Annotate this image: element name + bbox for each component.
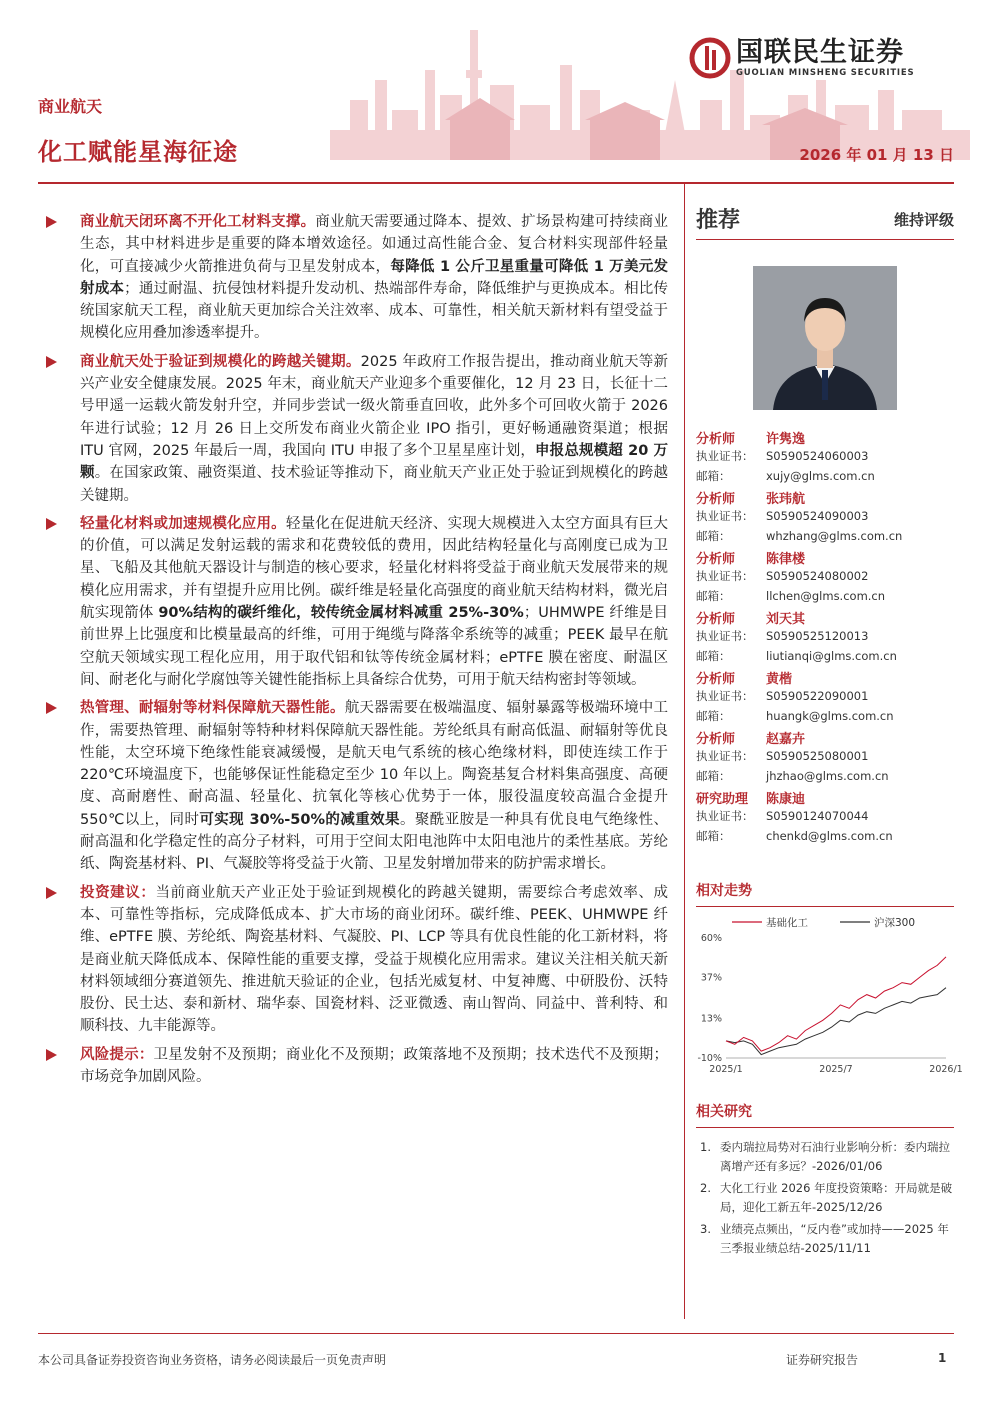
x-tick-label: 2026/1	[929, 1064, 963, 1075]
email-label: 邮箱：	[696, 649, 731, 663]
analyst-card	[696, 488, 954, 548]
research-text: 委内瑞拉局势对石油行业影响分析：委内瑞拉离增产还有多远？-2026/01/06	[720, 1140, 950, 1173]
research-title: 相关研究	[696, 1104, 752, 1120]
analyst-email[interactable]: chenkd@glms.com.cn	[766, 829, 893, 843]
analyst-email[interactable]: whzhang@glms.com.cn	[766, 529, 903, 543]
analyst-role: 分析师	[696, 552, 736, 567]
paragraph-text: 。在国家政策、融资渠道、技术验证等推动下，商业航天产业正处于验证到规模化的跨越关键期。	[80, 465, 669, 504]
header-divider	[38, 182, 954, 184]
related-research-section	[696, 1101, 954, 1261]
trend-chart-svg	[696, 910, 963, 1086]
paragraph-lead: 商业航天闭环离不开化工材料支撑。	[80, 214, 316, 230]
email-label: 邮箱：	[696, 529, 731, 543]
y-tick-label: 13%	[700, 1013, 722, 1025]
email-label: 邮箱：	[696, 589, 731, 603]
paragraph-highlight: 每降低 1 公斤卫星重量可降低 1 万美元发射成本	[80, 258, 668, 297]
relative-trend-chart	[696, 910, 963, 1086]
paragraph-text: 。聚酰亚胺是一种具有优良电气绝缘性、耐高温和化学稳定性的高分子材料，可用于空间太阳电池阵中太阳电池片的柔性基底。芳纶纸、陶瓷基材料、PI、气凝胶等将受益于火箭、卫星发射增加带来的防护需求增长。	[80, 811, 669, 873]
research-number: 2.	[700, 1181, 711, 1195]
paragraph-text: ；通过耐温、抗侵蚀材料提升发动机、热端部件寿命，降低维护与更换成本。相比传统国家航天工程，商业航天更加综合关注效率、成本、可靠性，相关航天新材料有望受益于规模化应用叠加渗透率提升。	[80, 280, 669, 342]
rating-block	[696, 203, 954, 239]
analyst-card	[696, 608, 954, 668]
body-paragraph	[44, 351, 668, 507]
analyst-email[interactable]: jhzhao@glms.com.cn	[766, 769, 889, 783]
paragraph-lead: 投资建议：	[80, 884, 156, 901]
email-label: 邮箱：	[696, 769, 731, 783]
paragraph-highlight: 申报总规模超 20 万颗	[80, 442, 668, 482]
analyst-card	[696, 428, 954, 488]
paragraph-lead: 商业航天处于验证到规模化的跨越关键期。	[80, 353, 361, 370]
arrow-bullet-icon	[46, 216, 57, 228]
cert-number: S0590522090001	[766, 689, 869, 703]
report-date: 2026 年 01 月 13 日	[799, 146, 954, 164]
cert-number: S0590524080002	[766, 569, 869, 583]
analyst-name: 陈律楼	[766, 552, 806, 567]
body-paragraph	[44, 211, 668, 345]
cert-label: 执业证书：	[696, 569, 754, 583]
paragraph-text: 2025 年政府工作报告提出，推动商业航天等新兴产业安全健康发展。2025 年末，商业航天产业迎多个重要催化，12 月 23 日，长征十二号甲遥一运载火箭发射升空，并同步尝试一级火箭垂直回收，此外多个可回收火箭于 2026 年进行试验；12 月 26 日上交所发布商业火箭企业 IPO 指引，更好畅通融资渠道；根据 ITU 官网，2025 年最后一周，我国向 ITU 申报了多个卫星星座计划，	[80, 353, 669, 459]
legend-label: 基础化工	[766, 917, 808, 929]
legend-label: 沪深300	[874, 917, 916, 929]
analyst-card	[696, 788, 954, 848]
paragraph-lead: 热管理、耐辐射等材料保障航天器性能。	[80, 700, 345, 717]
analyst-email[interactable]: huangk@glms.com.cn	[766, 709, 894, 723]
analyst-role: 分析师	[696, 672, 736, 687]
y-tick-label: -10%	[697, 1053, 722, 1064]
x-tick-label: 2025/1	[709, 1064, 743, 1075]
y-tick-label: 60%	[700, 933, 722, 944]
rating-divider	[696, 239, 954, 240]
analyst-card	[696, 548, 954, 608]
column-divider	[684, 184, 685, 1319]
paragraph-text: 当前商业航天产业正处于验证到规模化的跨越关键期，需要综合考虑效率、成本、可靠性等指标，完成降低成本、扩大市场的商业闭环。碳纤维、PEEK、UHMWPE 纤维、ePTFE 膜、芳纶纸、陶瓷基材料、气凝胶、PI、LCP 等具有优良性能的化工新材料，将是商业航天降低成本、保障性能的重要支撑，受益于规模化应用需求。建议关注相关航天新材料领域细分赛道领先、推进航天验证的企业，包括光威复材、中复神鹰、中研股份、沃特股份、民士达、泰和新材、瑞华泰、国瓷材料、泛亚微透、南山智尚、同益中、普利特、和顺科技、九丰能源等。	[80, 884, 669, 1035]
cert-number: S0590524060003	[766, 449, 869, 463]
report-body	[44, 211, 668, 1094]
cert-label: 执业证书：	[696, 689, 754, 703]
analyst-name: 陈康迪	[766, 792, 806, 807]
email-label: 邮箱：	[696, 829, 731, 843]
series-line	[726, 957, 946, 1051]
body-paragraph	[44, 697, 668, 875]
rating-value: 推荐	[696, 208, 741, 233]
analyst-list	[696, 428, 954, 848]
brand-logo	[690, 38, 914, 78]
analyst-role: 分析师	[696, 492, 736, 507]
series-line	[726, 988, 946, 1055]
analyst-email[interactable]: xujy@glms.com.cn	[766, 469, 875, 483]
analyst-email[interactable]: llchen@glms.com.cn	[766, 589, 886, 603]
page-number: 1	[938, 1351, 947, 1365]
analyst-name: 赵嘉卉	[766, 732, 806, 747]
cert-number: S0590525120013	[766, 629, 869, 643]
paragraph-text: 卫星发射不及预期；商业化不及预期；政策落地不及预期；技术迭代不及预期；市场竞争加剧风险。	[80, 1046, 669, 1085]
body-paragraph	[44, 513, 668, 691]
cert-number: S0590524090003	[766, 509, 869, 523]
cert-label: 执业证书：	[696, 749, 754, 763]
footer-disclaimer: 本公司具备证券投资咨询业务资格，请务必阅读最后一页免责声明	[38, 1353, 387, 1367]
research-text: 业绩亮点频出，“反内卷”或加持——2025 年三季报业绩总结-2025/11/11	[720, 1222, 949, 1255]
body-paragraph	[44, 882, 668, 1038]
analyst-role: 分析师	[696, 612, 736, 627]
trend-title: 相对走势	[696, 883, 752, 899]
y-tick-label: 37%	[700, 972, 722, 984]
cert-label: 执业证书：	[696, 509, 754, 523]
industry-label: 商业航天	[38, 97, 103, 116]
paragraph-text: ；UHMWPE 纤维是目前世界上比强度和比模量最高的纤维，可用于绳缆与降落伞系统等的减重；PEEK 最早在航空航天领域实现工程化应用，用于取代铝和钛等传统金属材料；ePTFE 膜在密度、耐温区间、耐老化与耐化学腐蚀等关键性能指标上具备综合优势，可用于航天结构密封等领域。	[80, 605, 668, 688]
arrow-bullet-icon	[46, 1049, 57, 1061]
brand-name-cn: 国联民生证券	[736, 37, 904, 68]
analyst-email[interactable]: liutianqi@glms.com.cn	[766, 649, 897, 663]
brand-name-en: GUOLIAN MINSHENG SECURITIES	[736, 68, 915, 78]
arrow-bullet-icon	[46, 887, 57, 899]
research-divider	[696, 1127, 954, 1128]
paragraph-text: 航天器需要在极端温度、辐射暴露等极端环境中工作，需要热管理、耐辐射等特种材料保障航天器性能。芳纶纸具有耐高低温、耐辐射等优良性能，太空环境下绝缘性能衰减缓慢，是航天电气系统的核心绝缘材料，即使连续工作于 220℃环境温度下，也能够保证性能稳定至少 10 年以上。陶瓷基复合材料集高强度、高硬度、高耐磨性、耐高温、轻量化、抗氧化等核心优势于一体，服役温度较高温合金提升 550℃以上，同时	[80, 700, 669, 828]
cert-number: S0590525080001	[766, 749, 869, 763]
person-portrait-icon	[753, 266, 897, 410]
email-label: 邮箱：	[696, 469, 731, 483]
cert-label: 执业证书：	[696, 809, 754, 823]
analyst-name: 刘天其	[766, 612, 806, 627]
email-label: 邮箱：	[696, 709, 731, 723]
research-item[interactable]	[696, 1138, 954, 1176]
analyst-photo	[753, 266, 897, 410]
rating-note: 维持评级	[893, 211, 954, 229]
cert-label: 执业证书：	[696, 449, 754, 463]
paragraph-lead: 风险提示：	[80, 1046, 154, 1063]
research-item[interactable]	[696, 1179, 954, 1217]
analyst-name: 张玮航	[766, 492, 806, 507]
arrow-bullet-icon	[46, 702, 57, 714]
research-list	[696, 1138, 954, 1258]
footer-doc-type: 证券研究报告	[786, 1353, 859, 1367]
research-item[interactable]	[696, 1220, 954, 1258]
analyst-role: 研究助理	[696, 792, 749, 807]
analyst-name: 黄楷	[766, 672, 793, 687]
cert-label: 执业证书：	[696, 629, 754, 643]
arrow-bullet-icon	[46, 518, 57, 530]
research-number: 1.	[700, 1140, 711, 1154]
analyst-role: 分析师	[696, 432, 736, 447]
paragraph-text: 商业航天需要通过降本、提效、扩场景构建可持续商业生态，其中材料进步是重要的降本增效途径。如通过高性能合金、复合材料实现部件轻量化，可直接减少火箭推进负荷与卫星发射成本，	[80, 214, 668, 275]
trend-section	[696, 880, 954, 907]
arrow-bullet-icon	[46, 356, 57, 368]
analyst-card	[696, 668, 954, 728]
body-paragraph	[44, 1044, 668, 1089]
research-text: 大化工行业 2026 年度投资策略：开局就是破局，迎化工新五年-2025/12/26	[720, 1181, 953, 1214]
report-title: 化工赋能星海征途	[38, 138, 238, 166]
cert-number: S0590124070044	[766, 809, 869, 823]
footer-divider	[38, 1333, 954, 1334]
brand-mark-icon	[690, 38, 730, 78]
trend-divider	[696, 906, 954, 907]
paragraph-highlight: 90%结构的碳纤维化，较传统金属材料减重 25%-30%	[158, 605, 524, 622]
analyst-name: 许隽逸	[766, 432, 806, 447]
x-tick-label: 2025/7	[819, 1064, 853, 1075]
paragraph-highlight: 可实现 30%-50%的减重效果	[199, 811, 400, 828]
analyst-role: 分析师	[696, 732, 736, 747]
research-number: 3.	[700, 1222, 711, 1236]
paragraph-lead: 轻量化材料或加速规模化应用。	[80, 515, 286, 532]
paragraph-text: 轻量化在促进航天经济、实现大规模进入太空方面具有巨大的价值，可以满足发射运载的需求和花费较低的费用，因此结构轻量化与高刚度已成为卫星、飞船及其他航天器设计与制造的核心要求，轻量化材料将受益于商业航天发展带来的规模化应用需求，并有望提升应用比例。碳纤维是轻量化高强度的商业航天结构材料，微光启航实现箭体	[80, 515, 669, 622]
analyst-card	[696, 728, 954, 788]
city-skyline-illustration	[330, 10, 970, 160]
